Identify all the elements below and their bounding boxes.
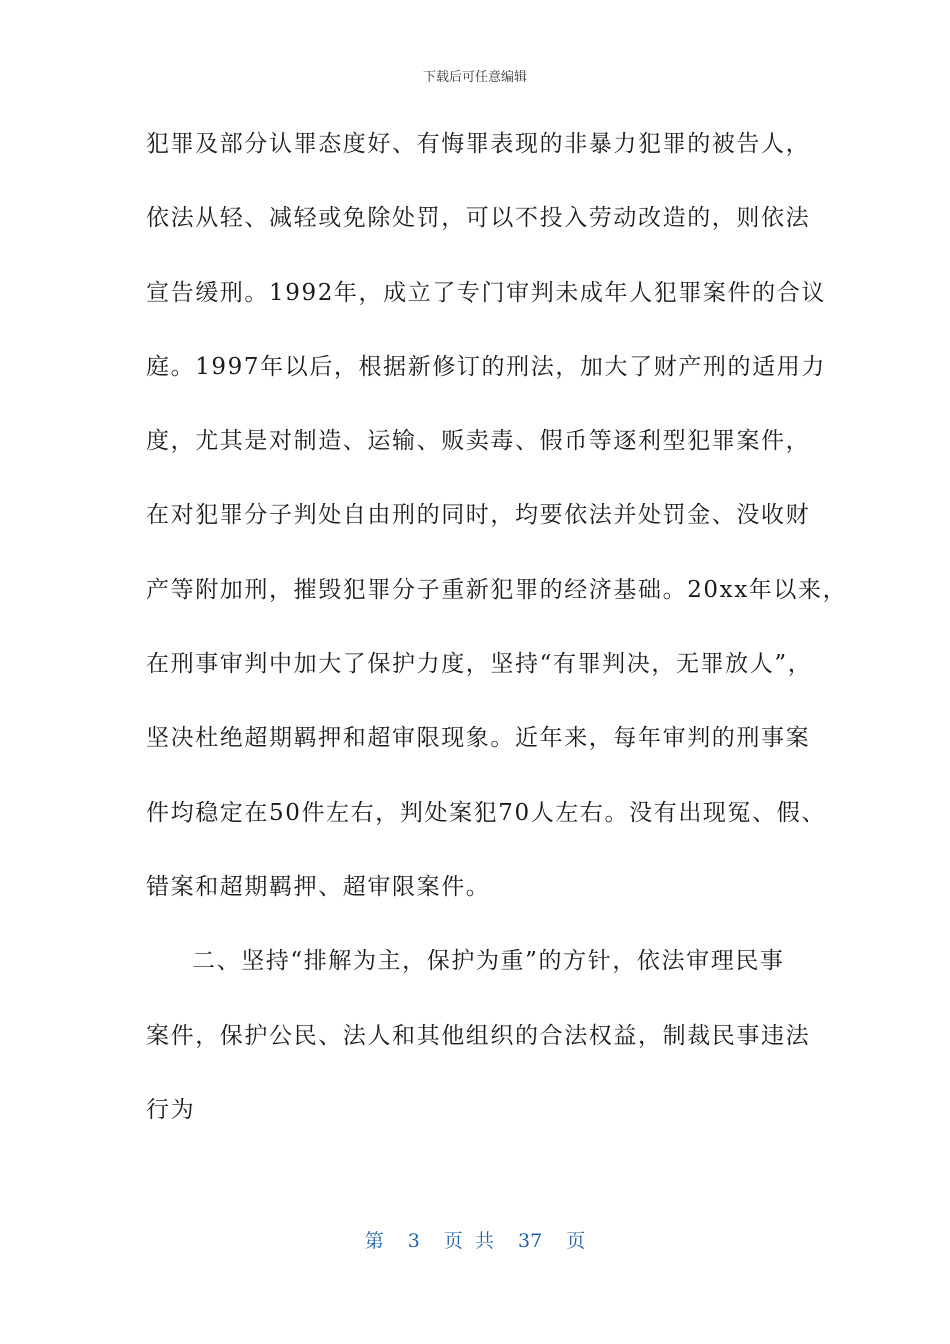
page-header-note: 下载后可任意编辑: [422, 70, 527, 85]
body-line-8: 在刑事审判中加大了保护力度，坚持“有罪判决，无罪放人”，: [146, 651, 813, 678]
page-label-suffix: 页: [566, 1230, 586, 1252]
body-line-7: 产等附加刑，摧毁犯罪分子重新犯罪的经济基础。20xx年以来，: [146, 576, 848, 603]
page-number: 3: [407, 1230, 420, 1252]
body-line-11: 错案和超期羁押、超审限案件。: [146, 873, 491, 900]
document-body: [146, 122, 848, 1162]
body-line-12-paragraph-start: 二、坚持“排解为主，保护为重”的方针，依法审理民事: [192, 948, 785, 975]
body-line-14: 行为: [146, 1096, 196, 1123]
body-line-6: 在对犯罪分子判处自由刑的同时，均要依法并处罚金、没收财: [146, 502, 811, 529]
total-pages: 37: [518, 1230, 543, 1252]
body-line-2: 依法从轻、减轻或免除处罚，可以不投入劳动改造的，则依法: [146, 205, 811, 232]
body-line-5: 度，尤其是对制造、运输、贩卖毒、假币等逐利型犯罪案件，: [146, 428, 811, 455]
body-line-1: 犯罪及部分认罪态度好、有悔罪表现的非暴力犯罪的被告人，: [146, 131, 811, 157]
page-label-mid: 页 共: [443, 1230, 494, 1252]
page-label-prefix: 第: [364, 1230, 384, 1252]
page-footer: [0, 1226, 950, 1253]
body-line-3: 宣告缓刑。1992年，成立了专门审判未成年人犯罪案件的合议: [146, 279, 826, 306]
body-line-4: 庭。1997年以后，根据新修订的刑法，加大了财产刑的适用力: [146, 353, 826, 380]
body-line-13: 案件，保护公民、法人和其他组织的合法权益，制裁民事违法: [146, 1022, 811, 1049]
body-line-9: 坚决杜绝超期羁押和超审限现象。近年来，每年审判的刑事案: [146, 725, 811, 752]
body-line-10: 件均稳定在50件左右，判处案犯70人左右。没有出现冤、假、: [146, 799, 826, 826]
